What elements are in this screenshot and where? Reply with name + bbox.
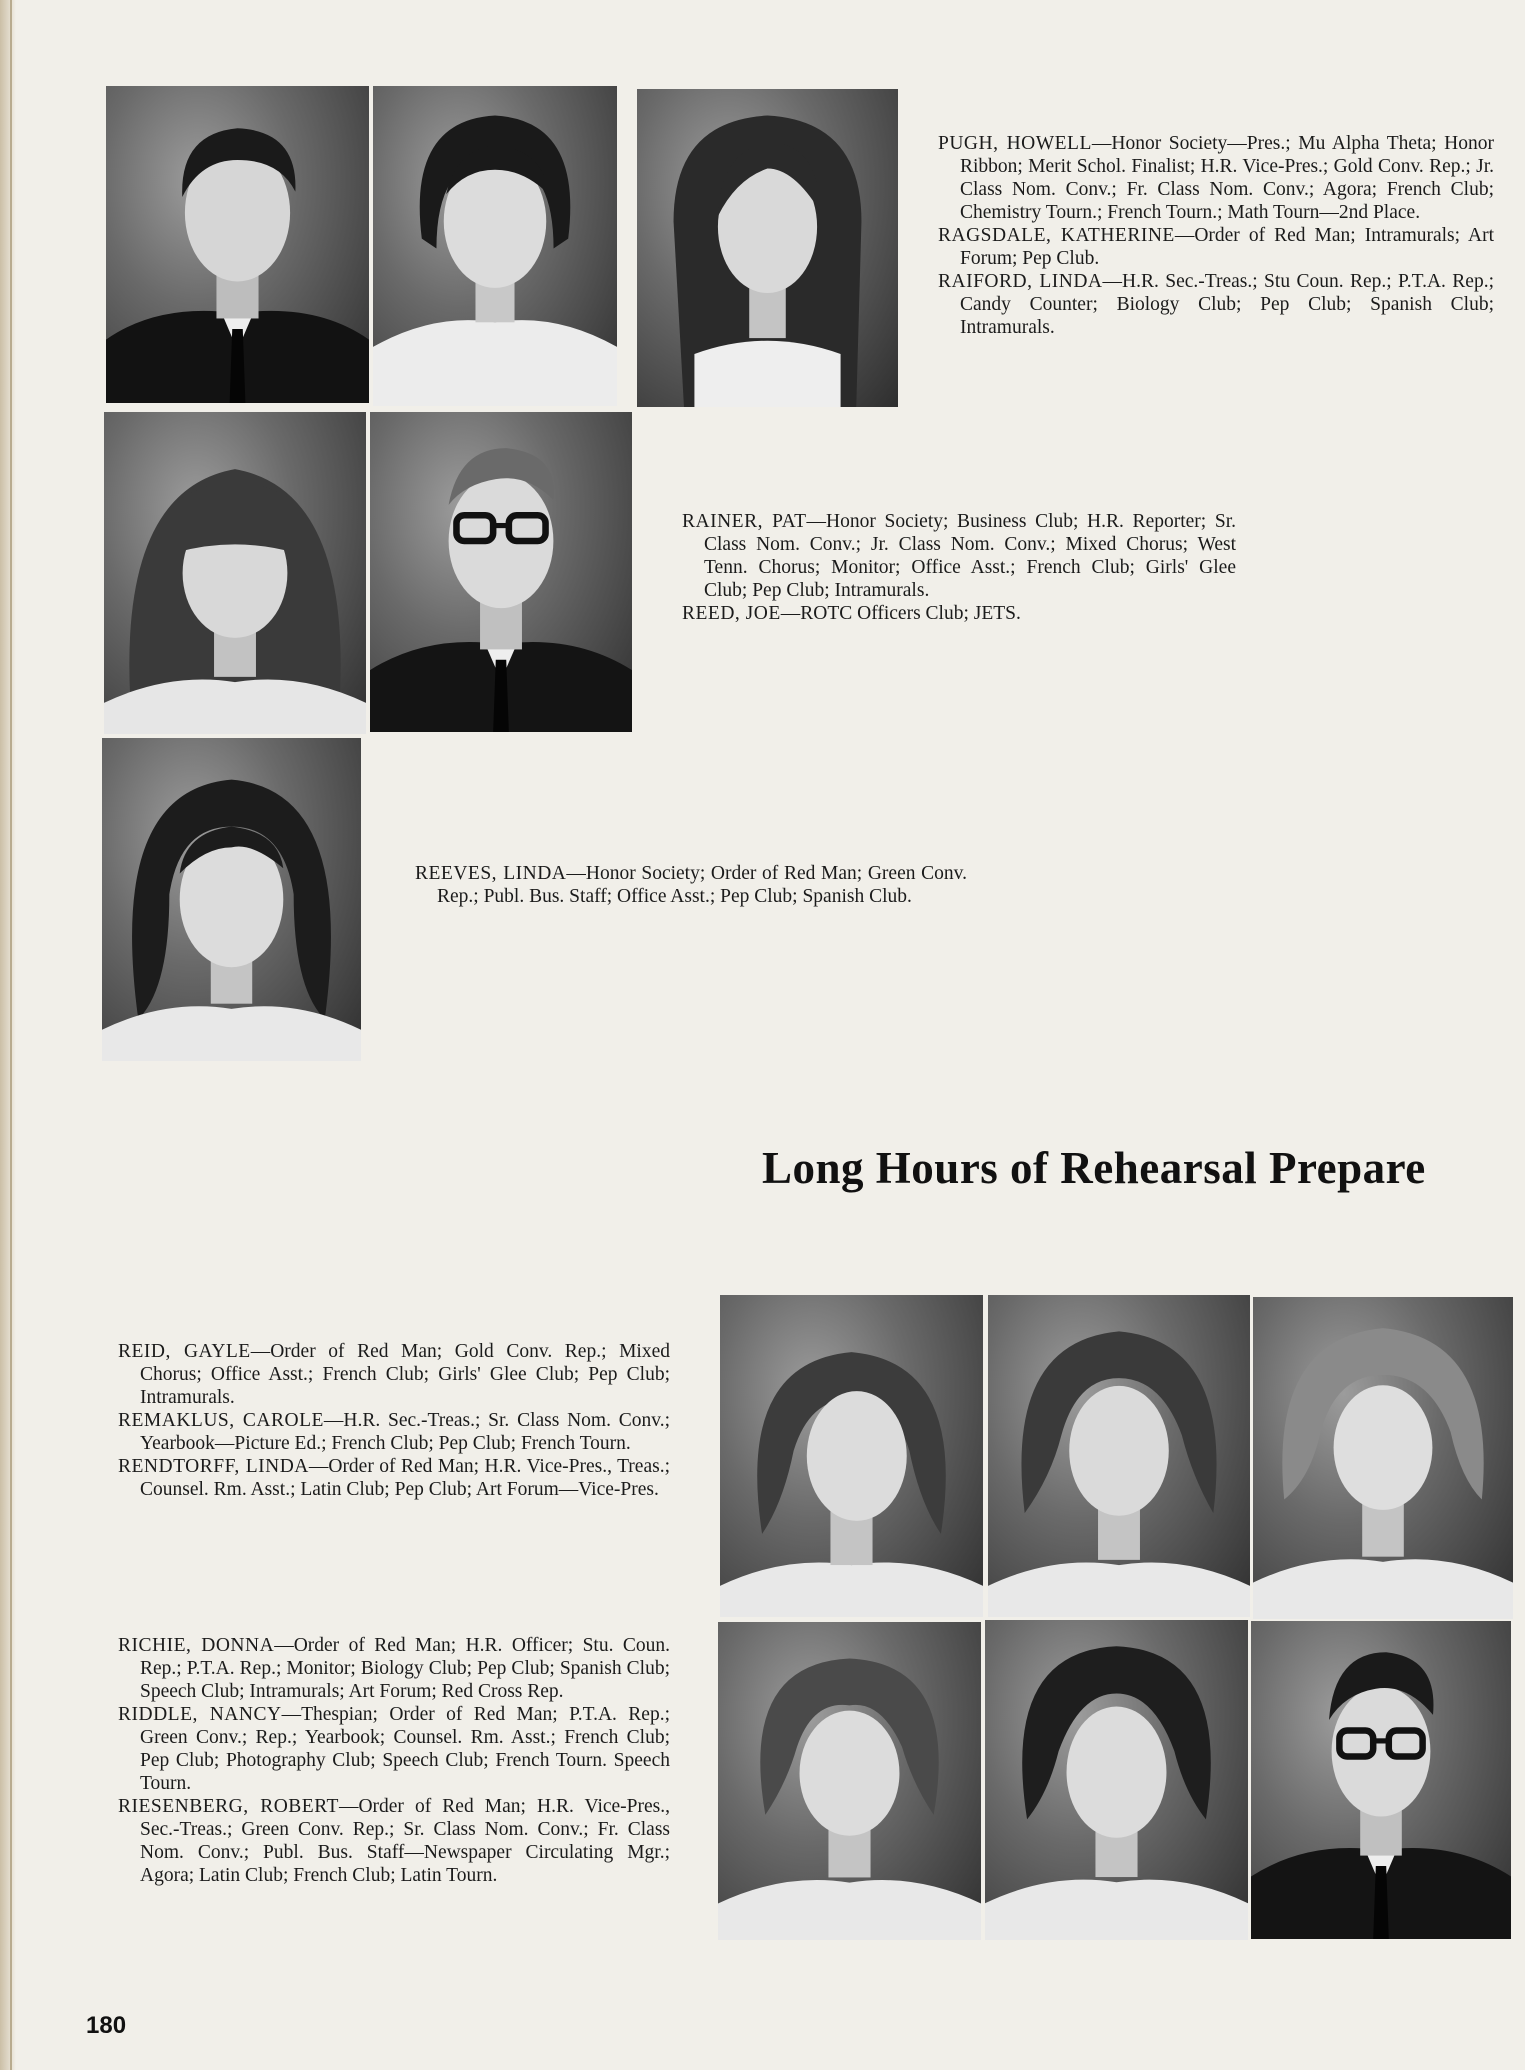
entry-name: RENDTORFF, LINDA <box>118 1456 309 1477</box>
portrait-raiford <box>637 89 898 407</box>
entry-activities: Honor Society; Order of Red Man; Green Conv. Rep.; Publ. Bus. Staff; Office Asst.; Pep Club; Spanish Club. <box>437 863 967 907</box>
entries-middle <box>682 510 1236 625</box>
page-spine-edge <box>0 0 16 2070</box>
entry-name: RIDDLE, NANCY <box>118 1704 282 1725</box>
entries-bottom-lower <box>118 1634 670 1887</box>
portrait-reid <box>720 1295 983 1617</box>
entry-raiford <box>938 270 1494 339</box>
page-number: 180 <box>86 2012 127 2039</box>
entry-rainer <box>682 510 1236 602</box>
entry-reeves <box>415 862 967 908</box>
entry-activities: Thespian; Order of Red Man; P.T.A. Rep.; Green Conv.; Rep.; Yearbook; Counsel. Rm. Asst.; French Club; Pep Club; Photography Club; Speech Club; French Tourn. Speech Tourn. <box>140 1704 670 1794</box>
entry-reed <box>682 602 1236 625</box>
entry-activities: Order of Red Man; H.R. Vice-Pres., Sec.-Treas.; Green Conv. Rep.; Sr. Class Nom. Conv.; Fr. Class Nom. Conv.; Publ. Bus. Staff—Newspaper Circulating Mgr.; Agora; Latin Club; French Club; Latin Tourn. <box>140 1796 670 1886</box>
entry-activities: Order of Red Man; Gold Conv. Rep.; Mixed Chorus; Office Asst.; French Club; Girls' Glee Club; Pep Club; Intramurals. <box>140 1341 670 1408</box>
entry-name: RAINER, PAT <box>682 511 807 532</box>
portrait-rainer <box>104 412 366 734</box>
entry-dash: — <box>308 1456 329 1477</box>
portrait-riddle <box>985 1620 1248 1940</box>
entry-dash: — <box>1102 271 1123 292</box>
entry-ragsdale <box>938 224 1494 270</box>
entry-remaklus <box>118 1409 670 1455</box>
entry-dash: — <box>780 603 801 624</box>
entry-dash: — <box>1091 133 1112 154</box>
portrait-remaklus <box>988 1295 1250 1617</box>
entry-activities: ROTC Officers Club; JETS. <box>800 603 1021 624</box>
entry-activities: H.R. Sec.-Treas.; Stu Coun. Rep.; P.T.A. Rep.; Candy Counter; Biology Club; Pep Club; Spanish Club; Intramurals. <box>960 271 1494 338</box>
entry-activities: Honor Society—Pres.; Mu Alpha Theta; Honor Ribbon; Merit Schol. Finalist; H.R. Vice-Pres.; Gold Conv. Rep.; Jr. Class Nom. Conv.; Fr. Class Nom. Conv.; Agora; French Club; Chemistry Tourn.; French Tourn.; Math Tourn—2nd Place. <box>960 133 1494 223</box>
portrait-ragsdale <box>373 86 617 406</box>
entry-dash: — <box>250 1341 271 1362</box>
entry-activities: Order of Red Man; Intramurals; Art Forum; Pep Club. <box>960 225 1495 269</box>
entry-rendtorff <box>118 1455 670 1501</box>
entry-activities: Honor Society; Business Club; H.R. Reporter; Sr. Class Nom. Conv.; Jr. Class Nom. Conv.; Mixed Chorus; West Tenn. Chorus; Monitor; Office Asst.; French Club; Girls' Glee Club; Pep Club; Intramurals. <box>704 511 1236 601</box>
portrait-rendtorff <box>1253 1297 1513 1619</box>
entry-name: REID, GAYLE <box>118 1341 251 1362</box>
binding-line <box>10 0 12 2070</box>
entry-reid <box>118 1340 670 1409</box>
entry-dash: — <box>281 1704 302 1725</box>
portrait-reed <box>370 412 632 732</box>
entry-activities: Order of Red Man; H.R. Officer; Stu. Coun. Rep.; P.T.A. Rep.; Monitor; Biology Club; Pep Club; Spanish Club; Speech Club; Intramurals; Art Forum; Red Cross Rep. <box>140 1635 670 1702</box>
entry-name: RAGSDALE, KATHERINE <box>938 225 1175 246</box>
portrait-reeves <box>102 738 361 1061</box>
entry-dash: — <box>806 511 827 532</box>
entry-dash: — <box>566 863 586 884</box>
entry-richie <box>118 1634 670 1703</box>
entry-activities: H.R. Sec.-Treas.; Sr. Class Nom. Conv.; Yearbook—Picture Ed.; French Club; Pep Club; French Tourn. <box>140 1410 670 1454</box>
entry-dash: — <box>338 1796 359 1817</box>
entry-name: REMAKLUS, CAROLE <box>118 1410 324 1431</box>
entry-riddle <box>118 1703 670 1795</box>
entries-bottom-upper <box>118 1340 670 1501</box>
section-heading: Long Hours of Rehearsal Prepare <box>762 1143 1426 1193</box>
entry-pugh <box>938 132 1494 224</box>
entry-riesenberg <box>118 1795 670 1887</box>
portrait-richie <box>718 1622 981 1940</box>
entries-reeves <box>415 862 967 908</box>
entry-name: REED, JOE <box>682 603 781 624</box>
entry-dash: — <box>1174 225 1195 246</box>
entry-dash: — <box>274 1635 294 1656</box>
entry-name: RICHIE, DONNA <box>118 1635 275 1656</box>
entry-name: PUGH, HOWELL <box>938 133 1092 154</box>
entry-name: REEVES, LINDA <box>415 863 567 884</box>
entry-name: RIESENBERG, ROBERT <box>118 1796 339 1817</box>
portrait-riesenberg <box>1251 1621 1511 1939</box>
entry-name: RAIFORD, LINDA <box>938 271 1103 292</box>
entry-activities: Order of Red Man; H.R. Vice-Pres., Treas.; Counsel. Rm. Asst.; Latin Club; Pep Club; Art Forum—Vice-Pres. <box>140 1456 670 1500</box>
entry-dash: — <box>323 1410 344 1431</box>
portrait-pugh <box>106 86 369 403</box>
entries-top-right <box>938 132 1494 339</box>
